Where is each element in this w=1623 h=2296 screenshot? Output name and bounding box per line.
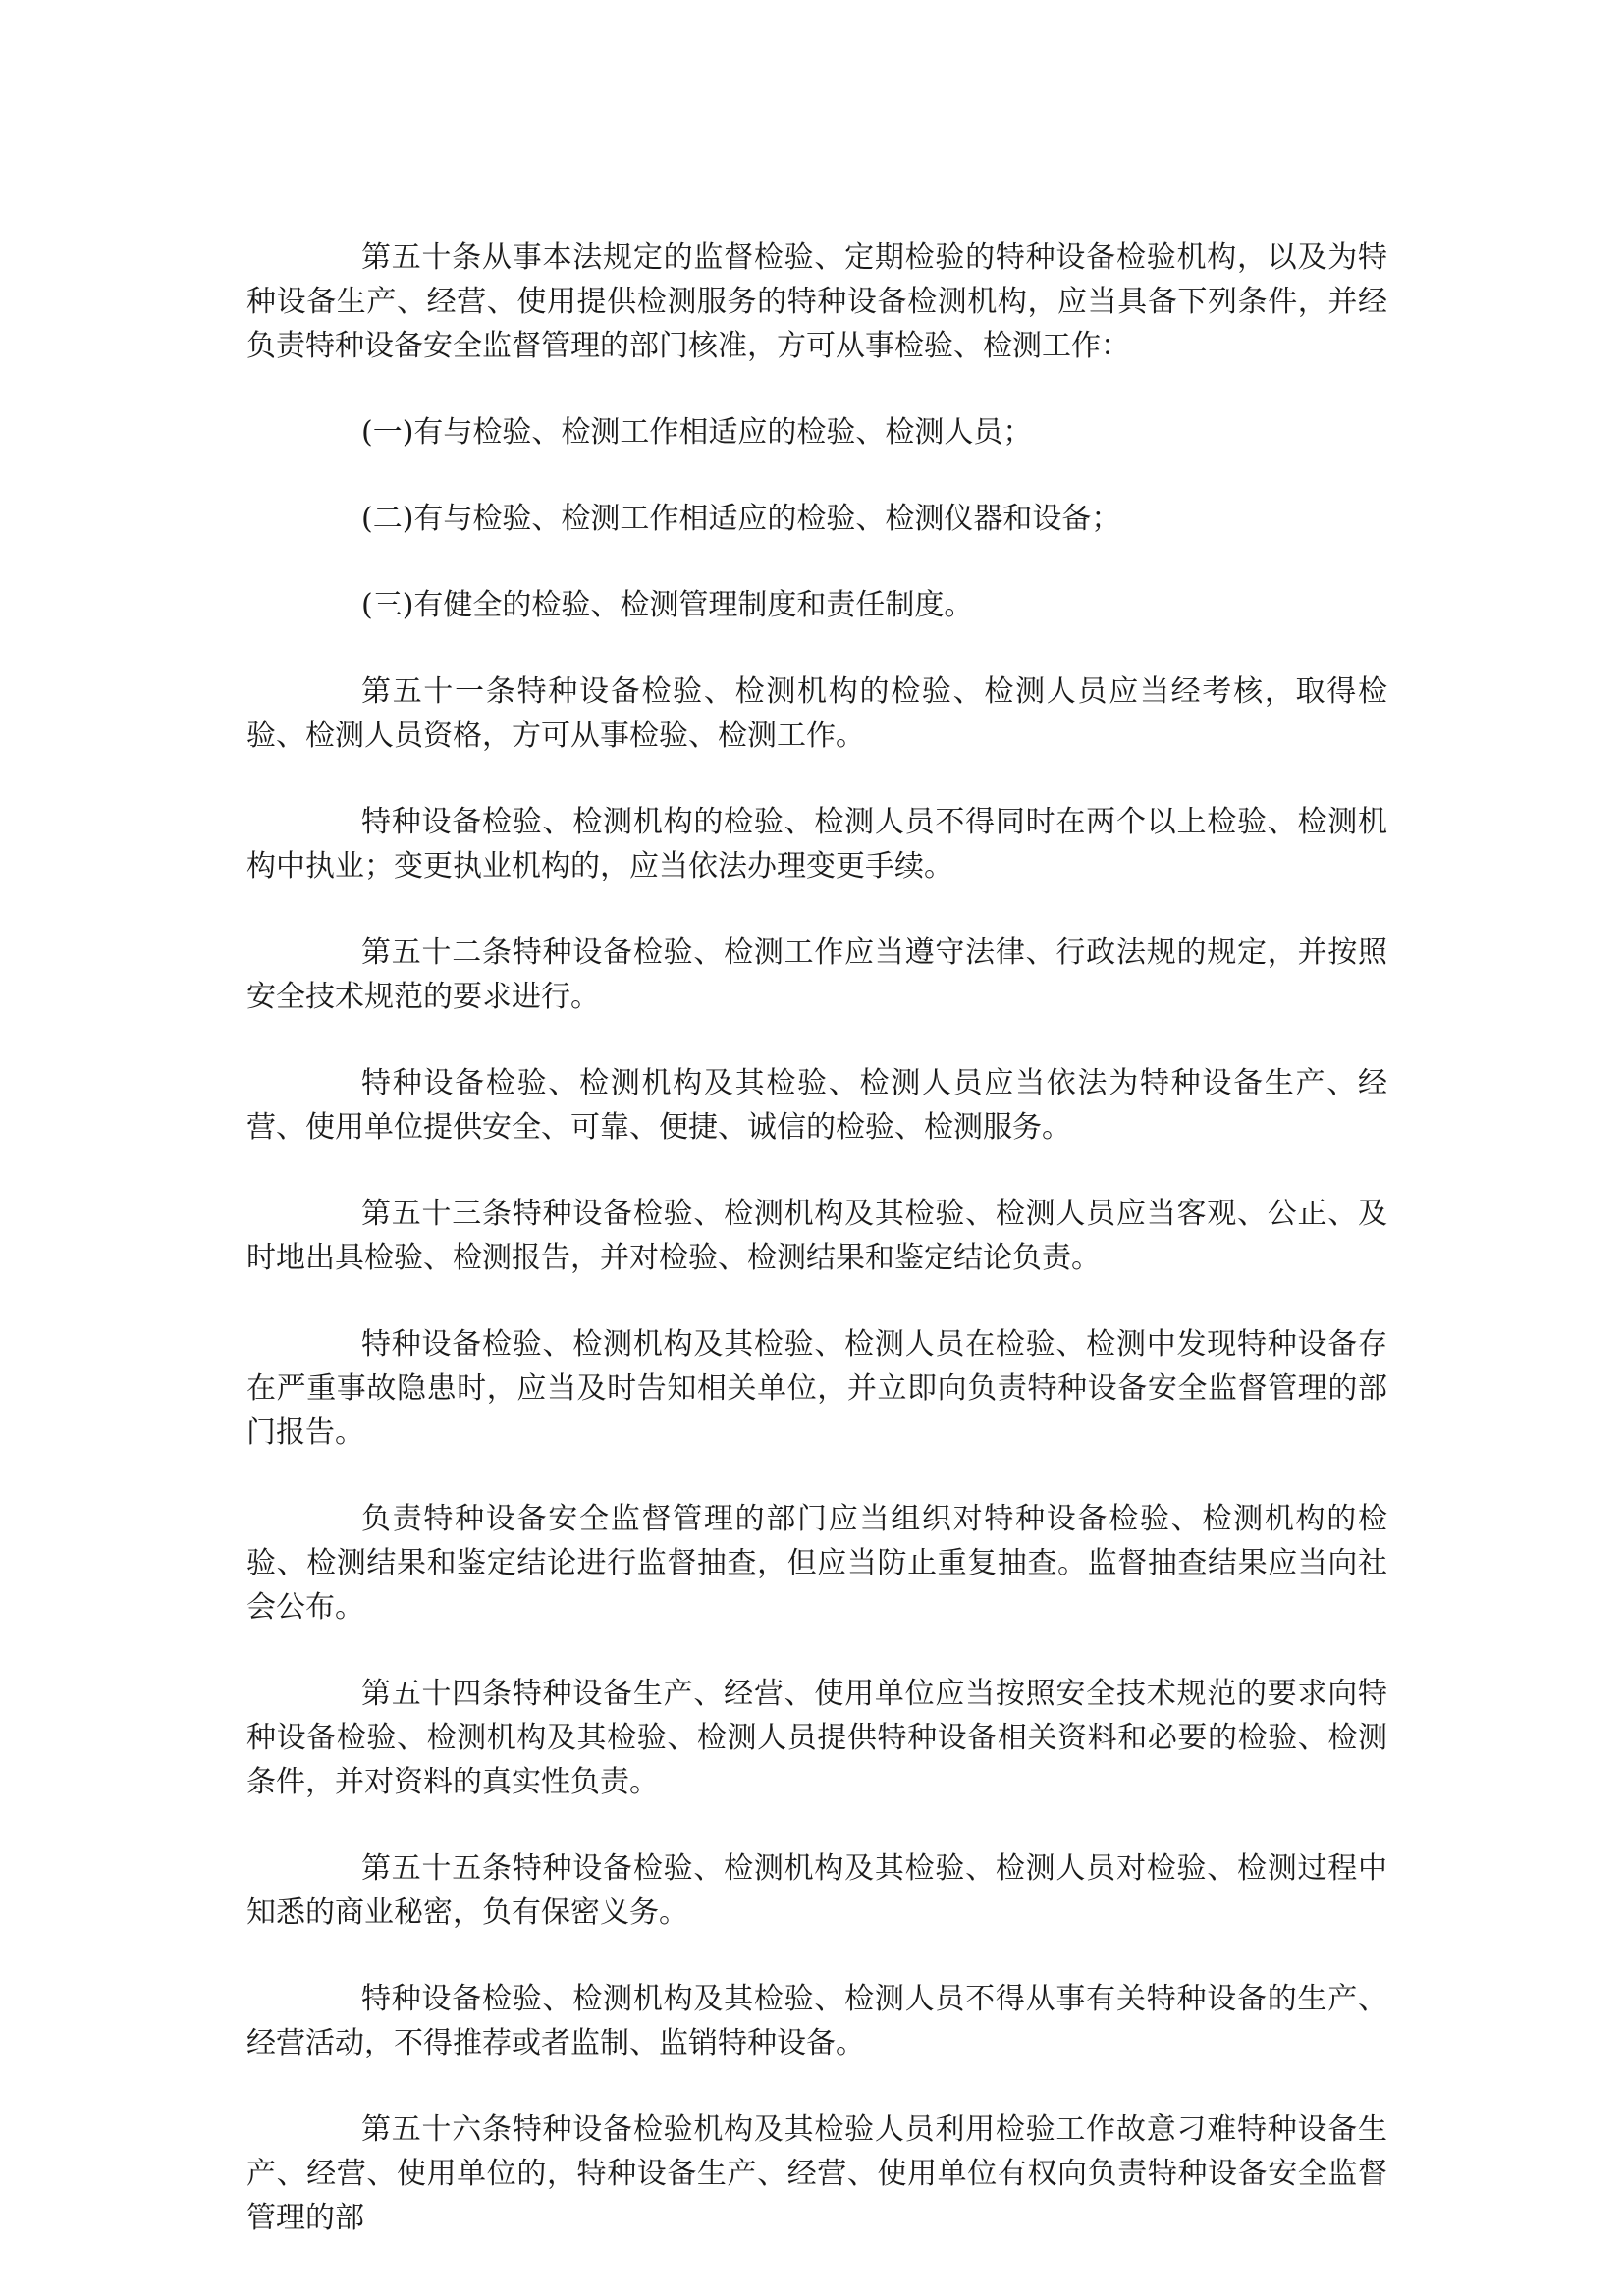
paragraph: 负责特种设备安全监督管理的部门应当组织对特种设备检验、检测机构的检验、检测结果和鉴定结论进行监督抽查，但应当防止重复抽查。监督抽查结果应当向社会公布。: [246, 1502, 1387, 1625]
document-body: [246, 236, 1387, 2282]
paragraph-article-53: 第五十三条特种设备检验、检测机构及其检验、检测人员应当客观、公正、及时地出具检验、检测报告，并对检验、检测结果和鉴定结论负责。: [246, 1197, 1387, 1275]
paragraph-article-54: 第五十四条特种设备生产、经营、使用单位应当按照安全技术规范的要求向特种设备检验、检测机构及其检验、检测人员提供特种设备相关资料和必要的检验、检测条件，并对资料的真实性负责。: [246, 1677, 1387, 1799]
paragraph: 特种设备检验、检测机构及其检验、检测人员应当依法为特种设备生产、经营、使用单位提供安全、可靠、便捷、诚信的检验、检测服务。: [246, 1066, 1387, 1145]
paragraph-article-56: 第五十六条特种设备检验机构及其检验人员利用检验工作故意刁难特种设备生产、经营、使用单位的，特种设备生产、经营、使用单位有权向负责特种设备安全监督管理的部: [246, 2112, 1387, 2235]
list-item-3: (三)有健全的检验、检测管理制度和责任制度。: [361, 588, 974, 622]
list-item-1: (一)有与检验、检测工作相适应的检验、检测人员；: [361, 415, 1033, 450]
paragraph-article-52: 第五十二条特种设备检验、检测工作应当遵守法律、行政法规的规定，并按照安全技术规范的要求进行。: [246, 935, 1387, 1014]
paragraph: 特种设备检验、检测机构的检验、检测人员不得同时在两个以上检验、检测机构中执业；变更执业机构的，应当依法办理变更手续。: [246, 805, 1387, 883]
list-item-2: (二)有与检验、检测工作相适应的检验、检测仪器和设备；: [361, 502, 1121, 536]
paragraph-article-55: 第五十五条特种设备检验、检测机构及其检验、检测人员对检验、检测过程中知悉的商业秘密，负有保密义务。: [246, 1851, 1387, 1930]
paragraph-article-50: 第五十条从事本法规定的监督检验、定期检验的特种设备检验机构，以及为特种设备生产、经营、使用提供检测服务的特种设备检测机构，应当具备下列条件，并经负责特种设备安全监督管理的部门核准，方可从事检验、检测工作：: [246, 240, 1387, 363]
paragraph: 特种设备检验、检测机构及其检验、检测人员不得从事有关特种设备的生产、经营活动，不得推荐或者监制、监销特种设备。: [246, 1982, 1387, 2060]
paragraph: 特种设备检验、检测机构及其检验、检测人员在检验、检测中发现特种设备存在严重事故隐患时，应当及时告知相关单位，并立即向负责特种设备安全监督管理的部门报告。: [246, 1327, 1387, 1450]
paragraph-article-51: 第五十一条特种设备检验、检测机构的检验、检测人员应当经考核，取得检验、检测人员资格，方可从事检验、检测工作。: [246, 674, 1387, 753]
